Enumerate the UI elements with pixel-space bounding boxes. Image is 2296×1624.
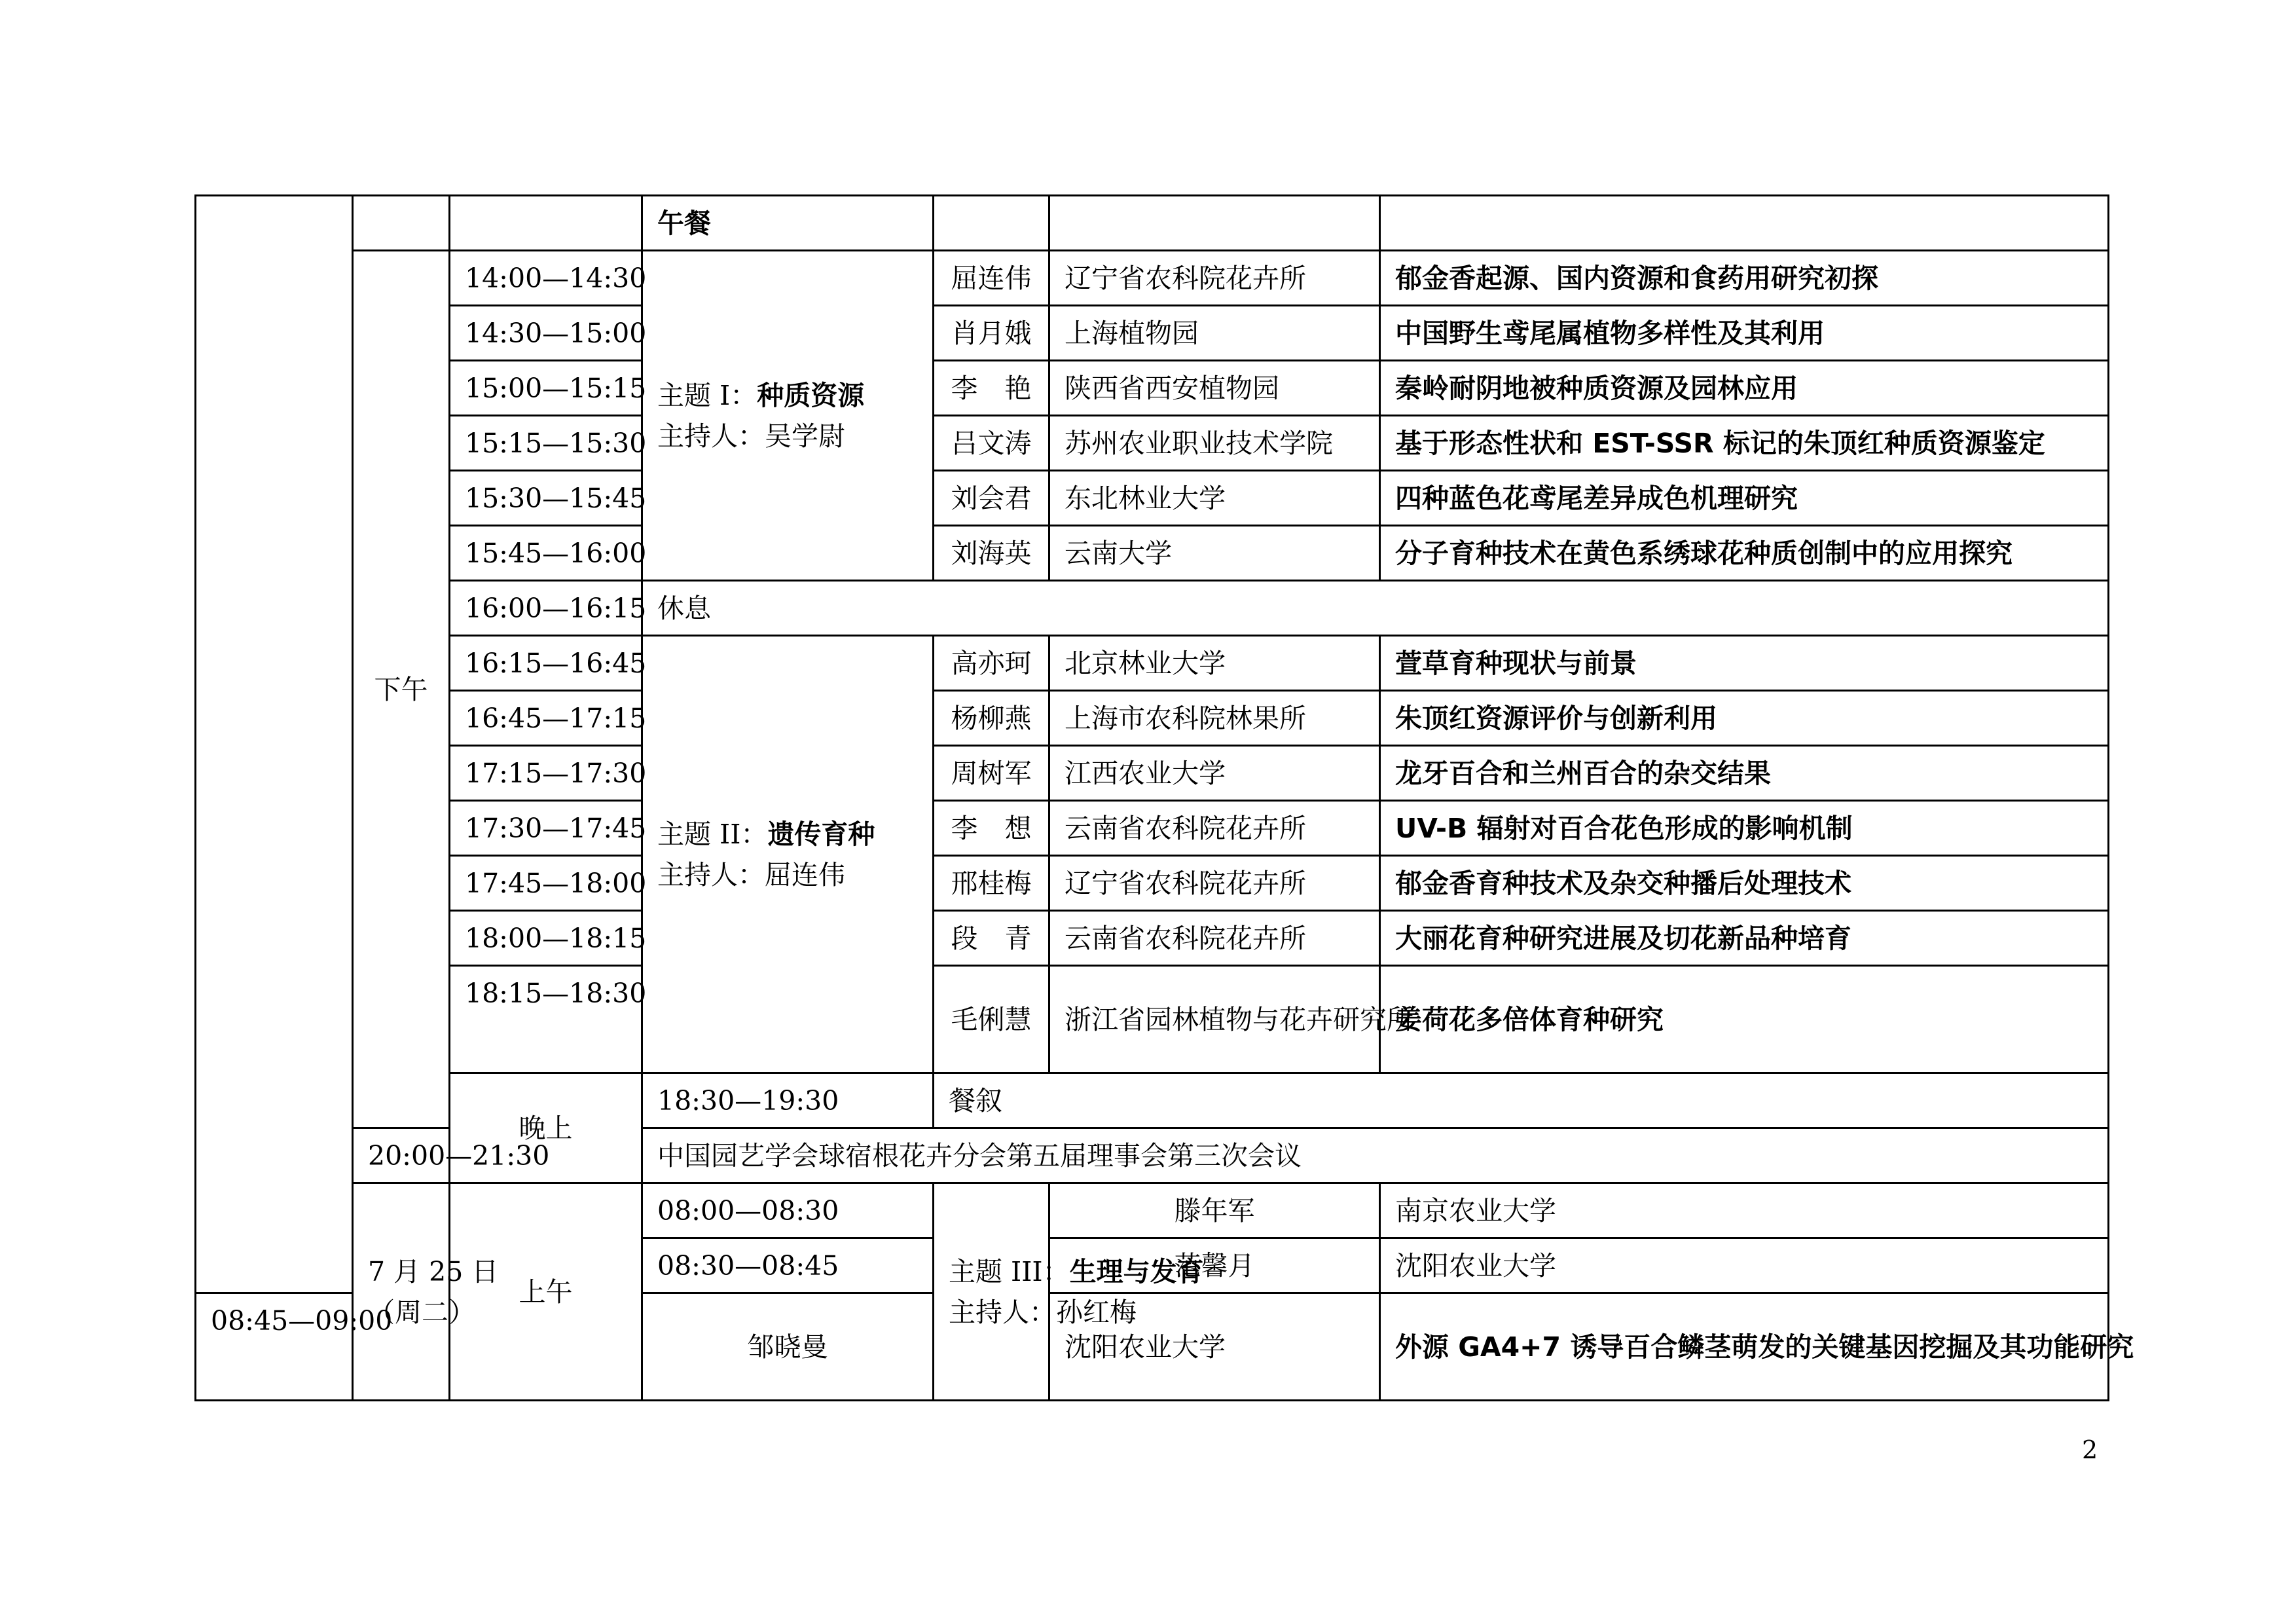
time-cell: 15:30—15:45 bbox=[450, 471, 642, 526]
time-cell: 16:15—16:45 bbox=[450, 636, 642, 691]
talk-topic-cell: 基于形态性状和 EST-SSR 标记的朱顶红种质资源鉴定 bbox=[1380, 416, 2109, 471]
affiliation-cell: 辽宁省农科院花卉所 bbox=[1049, 856, 1380, 911]
session2-host-prefix: 主持人： bbox=[657, 858, 765, 891]
affiliation-cell: 云南大学 bbox=[1049, 526, 1380, 581]
affiliation-cell: 沈阳农业大学 bbox=[1049, 1293, 1380, 1401]
lunch-label: 午餐 bbox=[642, 196, 934, 251]
speaker-cell: 李 艳 bbox=[934, 361, 1049, 416]
speaker-cell: 邢桂梅 bbox=[934, 856, 1049, 911]
speaker-cell: 吕文涛 bbox=[934, 416, 1049, 471]
session2-topic bbox=[642, 636, 934, 1073]
period-evening: 晚上 bbox=[450, 1073, 642, 1183]
session3-title-prefix: 主题 III： bbox=[949, 1255, 1070, 1287]
time-cell: 18:30—19:30 bbox=[642, 1073, 934, 1128]
time-cell: 08:00—08:30 bbox=[642, 1183, 934, 1238]
affiliation-cell: 云南省农科院花卉所 bbox=[1049, 801, 1380, 856]
affiliation-cell: 浙江省园林植物与花卉研究所 bbox=[1049, 966, 1380, 1073]
talk-topic-cell: 外源 GA4+7 诱导百合鳞茎萌发的关键基因挖掘及其功能研究 bbox=[1380, 1293, 2109, 1401]
page-number: 2 bbox=[2082, 1435, 2098, 1464]
table-row bbox=[196, 691, 2109, 746]
affiliation-cell: 江西农业大学 bbox=[1049, 746, 1380, 801]
speaker-cell: 范馨月 bbox=[1049, 1238, 1380, 1293]
table-row bbox=[196, 856, 2109, 911]
table-row bbox=[196, 911, 2109, 966]
day2-date: 7 月 25 日 bbox=[368, 1255, 499, 1287]
talk-topic-cell: 郁金香育种技术及杂交种播后处理技术 bbox=[1380, 856, 2109, 911]
table-row bbox=[196, 361, 2109, 416]
time-cell: 18:15—18:30 bbox=[450, 966, 642, 1073]
empty-cell bbox=[1049, 196, 1380, 251]
affiliation-cell: 陕西省西安植物园 bbox=[1049, 361, 1380, 416]
speaker-cell: 滕年军 bbox=[1049, 1183, 1380, 1238]
table-row bbox=[196, 801, 2109, 856]
break-label: 休息 bbox=[642, 581, 2109, 636]
affiliation-cell: 南京农业大学 bbox=[1380, 1183, 2109, 1238]
talk-topic-cell: 龙牙百合和兰州百合的杂交结果 bbox=[1380, 746, 2109, 801]
talk-topic-cell: 分子育种技术在黄色系绣球花种质创制中的应用探究 bbox=[1380, 526, 2109, 581]
affiliation-cell: 上海植物园 bbox=[1049, 306, 1380, 361]
time-cell: 15:15—15:30 bbox=[450, 416, 642, 471]
session2-title: 遗传育种 bbox=[767, 818, 875, 850]
speaker-cell: 刘会君 bbox=[934, 471, 1049, 526]
dinner-label: 餐叙 bbox=[934, 1073, 2109, 1128]
talk-topic-cell: UV-B 辐射对百合花色形成的影响机制 bbox=[1380, 801, 2109, 856]
break-row bbox=[196, 581, 2109, 636]
speaker-cell: 刘海英 bbox=[934, 526, 1049, 581]
speaker-cell: 杨柳燕 bbox=[934, 691, 1049, 746]
talk-topic-cell: 郁金香起源、国内资源和食药用研究初探 bbox=[1380, 251, 2109, 306]
council-meeting-label: 中国园艺学会球宿根花卉分会第五届理事会第三次会议 bbox=[642, 1128, 2109, 1183]
speaker-cell: 邹晓曼 bbox=[642, 1293, 934, 1401]
affiliation-cell: 上海市农科院林果所 bbox=[1049, 691, 1380, 746]
affiliation-cell: 沈阳农业大学 bbox=[1380, 1238, 2109, 1293]
table-row bbox=[196, 251, 2109, 306]
talk-topic-cell: 姜荷花多倍体育种研究 bbox=[1380, 966, 2109, 1073]
table-row bbox=[196, 471, 2109, 526]
time-cell: 20:00—21:30 bbox=[353, 1128, 450, 1183]
affiliation-cell: 云南省农科院花卉所 bbox=[1049, 911, 1380, 966]
session1-title: 种质资源 bbox=[757, 379, 865, 411]
session2-title-prefix: 主题 II： bbox=[657, 818, 768, 850]
time-cell: 16:45—17:15 bbox=[450, 691, 642, 746]
table-row bbox=[196, 746, 2109, 801]
session2-host: 屈连伟 bbox=[765, 858, 845, 891]
affiliation-cell: 辽宁省农科院花卉所 bbox=[1049, 251, 1380, 306]
table-row bbox=[196, 966, 2109, 1073]
affiliation-cell: 苏州农业职业技术学院 bbox=[1049, 416, 1380, 471]
affiliation-cell: 东北林业大学 bbox=[1049, 471, 1380, 526]
day1-date-cell bbox=[196, 196, 353, 1293]
period-morning: 上午 bbox=[450, 1183, 642, 1401]
session3-title: 生理与发育 bbox=[1069, 1255, 1204, 1287]
period-afternoon: 下午 bbox=[353, 251, 450, 1128]
speaker-cell: 高亦珂 bbox=[934, 636, 1049, 691]
speaker-cell: 屈连伟 bbox=[934, 251, 1049, 306]
talk-topic-cell: 秦岭耐阴地被种质资源及园林应用 bbox=[1380, 361, 2109, 416]
time-cell: 17:15—17:30 bbox=[450, 746, 642, 801]
talk-topic-cell: 中国野生鸢尾属植物多样性及其利用 bbox=[1380, 306, 2109, 361]
talk-topic-cell: 大丽花育种研究进展及切花新品种培育 bbox=[1380, 911, 2109, 966]
table-row bbox=[196, 1183, 2109, 1238]
speaker-cell: 李 想 bbox=[934, 801, 1049, 856]
session1-host: 吴学尉 bbox=[765, 420, 845, 452]
speaker-cell: 毛俐慧 bbox=[934, 966, 1049, 1073]
table-row bbox=[196, 306, 2109, 361]
time-cell: 15:00—15:15 bbox=[450, 361, 642, 416]
time-cell: 18:00—18:15 bbox=[450, 911, 642, 966]
empty-cell bbox=[353, 196, 450, 251]
talk-topic-cell: 四种蓝色花鸢尾差异成色机理研究 bbox=[1380, 471, 2109, 526]
session3-host: 孙红梅 bbox=[1056, 1296, 1137, 1328]
session3-host-prefix: 主持人： bbox=[949, 1296, 1056, 1328]
table-row bbox=[196, 416, 2109, 471]
empty-cell bbox=[450, 196, 642, 251]
table-row bbox=[196, 636, 2109, 691]
empty-cell bbox=[934, 196, 1049, 251]
time-cell: 16:00—16:15 bbox=[450, 581, 642, 636]
day2-weekday: （周二） bbox=[368, 1296, 475, 1328]
table-row bbox=[196, 526, 2109, 581]
time-cell: 17:45—18:00 bbox=[450, 856, 642, 911]
day2-date-cell bbox=[353, 1183, 499, 1401]
time-cell: 15:45—16:00 bbox=[450, 526, 642, 581]
time-cell: 14:00—14:30 bbox=[450, 251, 642, 306]
talk-topic-cell: 朱顶红资源评价与创新利用 bbox=[1380, 691, 2109, 746]
schedule-table bbox=[194, 194, 2134, 1401]
time-cell: 14:30—15:00 bbox=[450, 306, 642, 361]
session1-host-prefix: 主持人： bbox=[657, 420, 765, 452]
speaker-cell: 周树军 bbox=[934, 746, 1049, 801]
lunch-row bbox=[196, 196, 2109, 251]
empty-cell bbox=[1380, 196, 2109, 251]
session1-topic bbox=[642, 251, 934, 581]
session1-title-prefix: 主题 I： bbox=[657, 379, 757, 411]
table-row bbox=[196, 1073, 2109, 1128]
speaker-cell: 肖月娥 bbox=[934, 306, 1049, 361]
time-cell: 08:45—09:00 bbox=[196, 1293, 353, 1401]
time-cell: 08:30—08:45 bbox=[642, 1238, 934, 1293]
affiliation-cell: 北京林业大学 bbox=[1049, 636, 1380, 691]
talk-topic-cell: 萱草育种现状与前景 bbox=[1380, 636, 2109, 691]
time-cell: 17:30—17:45 bbox=[450, 801, 642, 856]
speaker-cell: 段 青 bbox=[934, 911, 1049, 966]
